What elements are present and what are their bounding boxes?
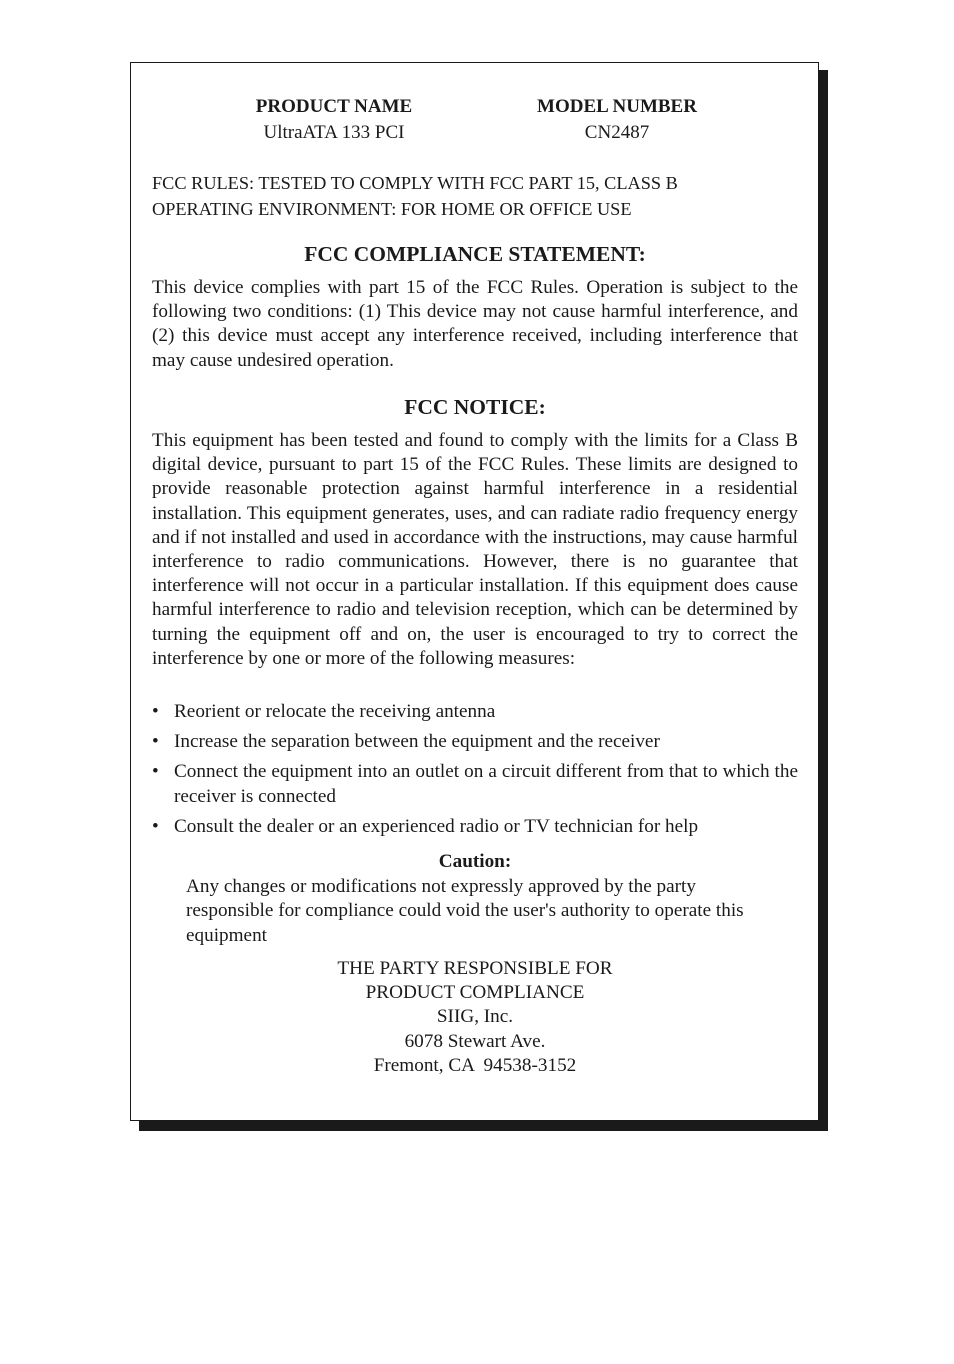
city-state-zip: Fremont, CA 94538-3152 xyxy=(373,1054,577,1076)
caution-text: Any changes or modifications not expressly approved by the party responsible for compliance could void the user's authority to operate this equipment xyxy=(186,876,744,946)
notice-paragraph: This equipment has been tested and found to comply with the limits for a Class B digital device, pursuant to part 15 of the FCC Rules. These limits are designed to provide reasonable protection against harmful interference in a residential installation. This equipment generates, uses, and can radiate radio frequency energy and if not installed and used in accordance with the instructions, may cause harmful interference to radio communications. However, there is no guarantee that interference will not occur in a particular installation. If this equipment does cause harmful interference to radio and television reception, which can be determined by turning the equipment off and on, the user is encouraged to try to correct the interference by one or more of the following measures: xyxy=(152,430,798,669)
product-name-value: UltraATA 133 PCI xyxy=(263,122,405,143)
responsible-party-block xyxy=(152,957,798,1078)
compliance-box xyxy=(130,62,819,1121)
bullet-icon: • xyxy=(152,701,159,722)
bullet-icon: • xyxy=(152,731,159,753)
list-item xyxy=(152,730,798,754)
measure-text: Connect the equipment into an outlet on a circuit different from that to which the receiver is connected xyxy=(174,761,798,807)
compliance-heading: FCC COMPLIANCE STATEMENT: xyxy=(304,242,646,266)
product-name-block xyxy=(214,94,454,146)
model-number-block xyxy=(497,94,737,146)
notice-heading: FCC NOTICE: xyxy=(404,395,546,419)
caution-title: Caution: xyxy=(438,851,512,872)
measure-text: Consult the dealer or an experienced radio or TV technician for help xyxy=(174,815,699,837)
list-item xyxy=(152,700,798,724)
bullet-icon: • xyxy=(152,815,159,837)
fcc-rules-line: FCC RULES: TESTED TO COMPLY WITH FCC PART 15, CLASS B xyxy=(152,173,678,193)
product-name-label: PRODUCT NAME xyxy=(255,96,413,117)
measures-list xyxy=(152,700,798,845)
list-item xyxy=(152,760,798,808)
compliance-paragraph: This device complies with part 15 of the FCC Rules. Operation is subject to the following two conditions: (1) This device may not cause harmful interference, and (2) this device must accept any interference received, including interference that may cause undesired operation. xyxy=(152,277,798,371)
model-number-label: MODEL NUMBER xyxy=(537,96,697,117)
responsible-party-line-2: PRODUCT COMPLIANCE xyxy=(365,982,585,1004)
company-name: SIIG, Inc. xyxy=(436,1006,514,1028)
street-address: 6078 Stewart Ave. xyxy=(404,1030,546,1052)
model-number-value: CN2487 xyxy=(584,122,650,143)
list-item xyxy=(152,815,798,839)
measure-text: Increase the separation between the equipment and the receiver xyxy=(174,731,660,753)
fcc-rules-block xyxy=(152,170,678,222)
measure-text: Reorient or relocate the receiving antenna xyxy=(174,701,496,722)
operating-environment-line: OPERATING ENVIRONMENT: FOR HOME OR OFFICE USE xyxy=(152,199,632,219)
responsible-party-line-1: THE PARTY RESPONSIBLE FOR xyxy=(337,958,613,979)
bullet-icon: • xyxy=(152,761,159,783)
